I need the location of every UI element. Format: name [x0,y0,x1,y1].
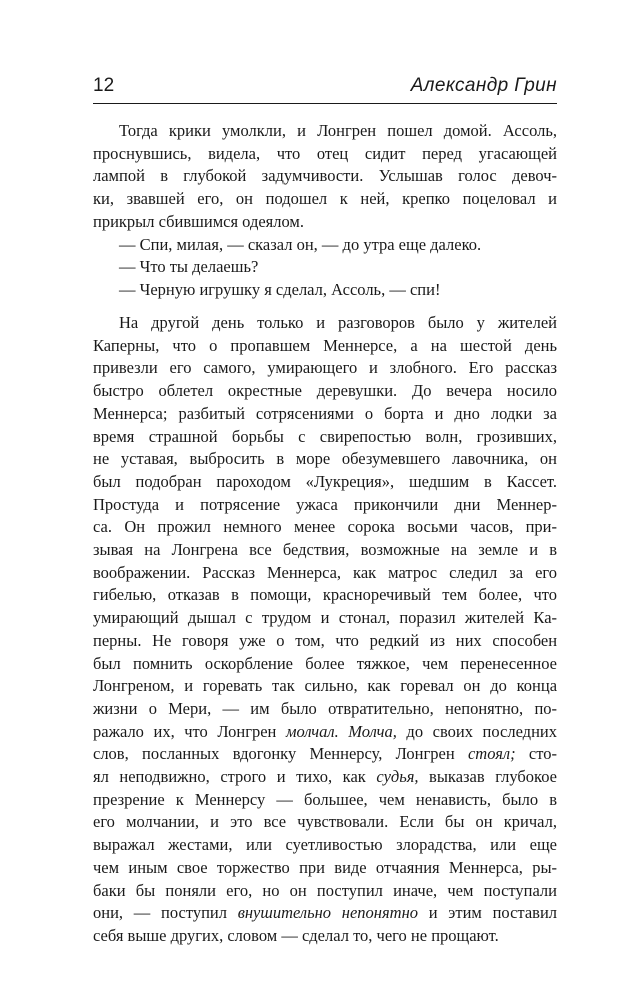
text-line: выражал жестами, или суетливостью злорадства, или еще [93,835,557,855]
text-line-with-italics [93,721,557,744]
text-run: ял неподвижно, строго и тихо, как [93,767,377,787]
text-line: его молчании, и это все чувствовали. Если бы он кричал, [93,812,557,832]
text-line: время страшной борьбы с свирепостью волн, грозивших, [93,426,557,446]
text-line-with-italics [93,902,557,925]
text-run: слов, посланных вдогонку Меннерсу, Лонгрен [93,744,468,764]
italic-run: молчал. Молча, [285,721,397,741]
text-run: выказав глубокое [418,767,558,787]
text-line: не уставая, выбросить в море обезумевшего лавочника, он [93,449,558,469]
text-line: чем иным свое торжество при виде отчаяния Меннерса, ры- [93,857,558,877]
text-line: был помнить оскорбление более тяжкое, чем перенесенное [93,653,557,673]
text-run: до своих последних [396,721,557,741]
text-line: себя выше других, словом — сделал то, чего не прощают. [93,925,499,945]
italic-run: стоял; [467,744,516,764]
dialogue-line: — Что ты делаешь? [119,257,259,277]
text-line: жизни о Мери, — им было отвратительно, непонятно, по- [93,698,558,718]
text-line: Лонгреном, и горевать так сильно, как горевал он до конца [93,676,558,696]
text-line: привезли его самого, умирающего и злобного. Его рассказ [93,358,558,378]
text-line: гибелью, отказав в помощи, красноречивый тем более, что [93,585,558,605]
page-number: 12 [93,75,115,96]
paragraph-group-2 [93,312,557,948]
text-run: ражало их, что Лонгрен [93,721,286,741]
text-line: На другой день только и разговоров было у жителей [119,313,557,332]
text-line: зывая на Лонгрена все бедствия, возможные на земле и в [93,540,558,560]
text-line-with-italics [93,766,557,789]
text-run: они, — поступил [93,903,238,923]
text-run: и этим поставил [418,903,558,923]
dialogue-line: — Черную игрушку я сделал, Ассоль, — спи! [119,279,441,299]
page-header [93,74,557,98]
italic-run: судья, [376,767,419,787]
text-line: перны. Не говоря уже о том, что редкий из них способен [93,630,558,650]
header-rule [93,103,557,104]
text-line: прикрыл сбившимся одеялом. [93,211,304,231]
text-line: презрение к Меннерсу — большее, чем ненависть, было в [93,789,557,809]
text-line: быстро облетел окрестные деревушки. До вечера носило [93,381,558,401]
text-line: Тогда крики умолкли, и Лонгрен пошел домой. Ассоль, [119,121,557,140]
text-line: умирающий дышал с трудом и стонал, поразил жителей Ка- [93,608,558,628]
text-line: са. Он прожил немного менее сорока восьми часов, при- [93,517,558,537]
italic-run: внушительно непонятно [237,903,418,923]
dialogue-line: — Спи, милая, — сказал он, — до утра еще далеко. [119,234,482,254]
text-line: Каперны, что о пропавшем Меннерсе, а на шестой день [93,335,558,355]
text-line: проснувшись, видела, что отец сидит перед угасающей [93,143,557,163]
text-line: был подобран пароходом «Лукреция», шедшим в Кассет. [93,471,557,491]
text-line: Меннерса; разбитый сотрясениями о борта и дно лодки за [93,403,557,423]
text-line: лампой в глубокой задумчивости. Услышав голос девоч- [93,166,558,186]
text-line: баки бы поняли его, но он поступил иначе, чем поступали [93,880,557,900]
text-line: ки, звавшей его, он подошел к ней, крепко поцеловал и [93,189,558,209]
text-run: сто- [515,744,557,764]
paragraph-group-1 [93,120,557,302]
text-line: Простуда и потрясение ужаса прикончили дни Меннер- [93,494,558,514]
running-head-author: Александр Грин [410,75,557,96]
text-line: воображении. Рассказ Меннерса, как матрос следил за его [93,562,557,582]
text-line-with-italics [93,743,557,766]
